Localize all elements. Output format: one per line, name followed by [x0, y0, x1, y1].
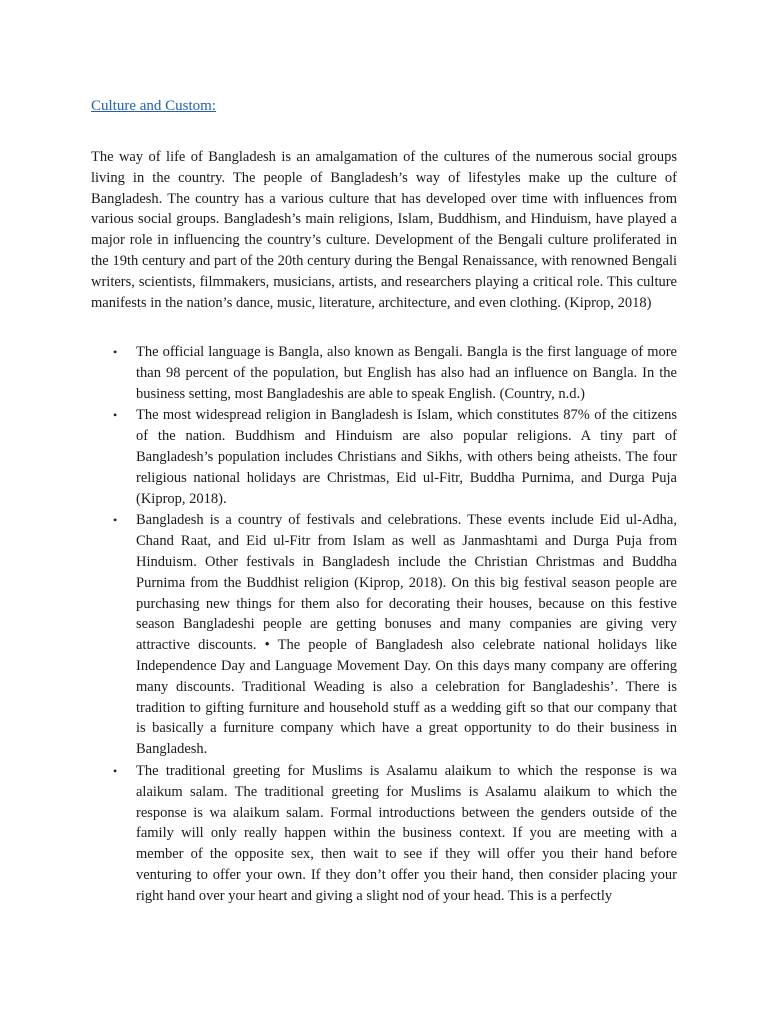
bullet-text: The traditional greeting for Muslims is Asalamu alaikum to which the response is wa alaikum salam. The traditional greeting for Muslims is Asalamu alaikum to which the response is wa alaikum salam. Formal introductions between the genders outside of the family will only really happen within the business context. If you are meeting with a member of the opposite sex, then wait to see if they will offer you their hand before venturing to offer your own. If they don’t offer you their hand, then consider placing your right hand over your heart and giving a slight nod of your head. This is a perfectly: [136, 762, 677, 904]
bullet-list: [91, 342, 677, 908]
bullet-text: Bangladesh is a country of festivals and celebrations. These events include Eid ul-Adha, Chand Raat, and Eid ul-Fitr from Islam as well as Janmashtami and Durga Puja from Hinduism. Other festivals in Bangladesh include the Christian Christmas and Buddha Purnima from the Buddhist religion (Kiprop, 2018). On this big festival season people are purchasing new things for them also for decorating their houses, because on this festive season Bangladeshi people are getting bonuses and many companies are giving very attractive discounts. • The people of Bangladesh also celebrate national holidays like Independence Day and Language Movement Day. On this days many company are offering many discounts. Traditional Weading is also a celebration for Bangladeshis’. There is tradition to gifting furniture and household stuff as a wedding gift so that our company that is basically a furniture company which have a great opportunity to do their business in Bangladesh.: [136, 512, 677, 758]
bullet-icon: •: [113, 408, 118, 423]
section-heading-link[interactable]: Culture and Custom:: [91, 98, 216, 114]
bullet-icon: •: [113, 345, 118, 359]
bullet-item-religion: [91, 405, 677, 509]
bullet-text: The most widespread religion in Bangladesh is Islam, which constitutes 87% of the citizens of the nation. Buddhism and Hinduism are also popular religions. A tiny part of Bangladesh’s population includes Christians and Sikhs, with others being atheists. The four religious national holidays are Christmas, Eid ul-Fitr, Buddha Purnima, and Durga Puja (Kiprop, 2018).: [136, 407, 677, 507]
intro-paragraph: The way of life of Bangladesh is an amalgamation of the cultures of the numerous social groups living in the country. The people of Bangladesh’s way of lifestyles make up the culture of Bangladesh. The country has a various culture that has developed over time with influences from various social groups. Bangladesh’s main religions, Islam, Buddhism, and Hinduism, have played a major role in influencing the country’s culture. Development of the Bengali culture proliferated in the 19th century and part of the 20th century during the Bengal Renaissance, with renowned Bengali writers, scientists, filmmakers, musicians, artists, and researchers playing a critical role. This culture manifests in the nation’s dance, music, literature, architecture, and even clothing. (Kiprop, 2018): [91, 149, 677, 311]
bullet-text: The official language is Bangla, also known as Bengali. Bangla is the first language of more than 98 percent of the population, but English has also had an influence on Bangla. In the business setting, most Bangladeshis are able to speak English. (Country, n.d.): [136, 344, 677, 402]
bullet-item-festivals: [91, 510, 677, 760]
bullet-item-language: [91, 342, 677, 404]
bullet-item-greeting: [91, 761, 677, 907]
bullet-icon: •: [113, 513, 118, 528]
bullet-icon: •: [113, 763, 118, 778]
